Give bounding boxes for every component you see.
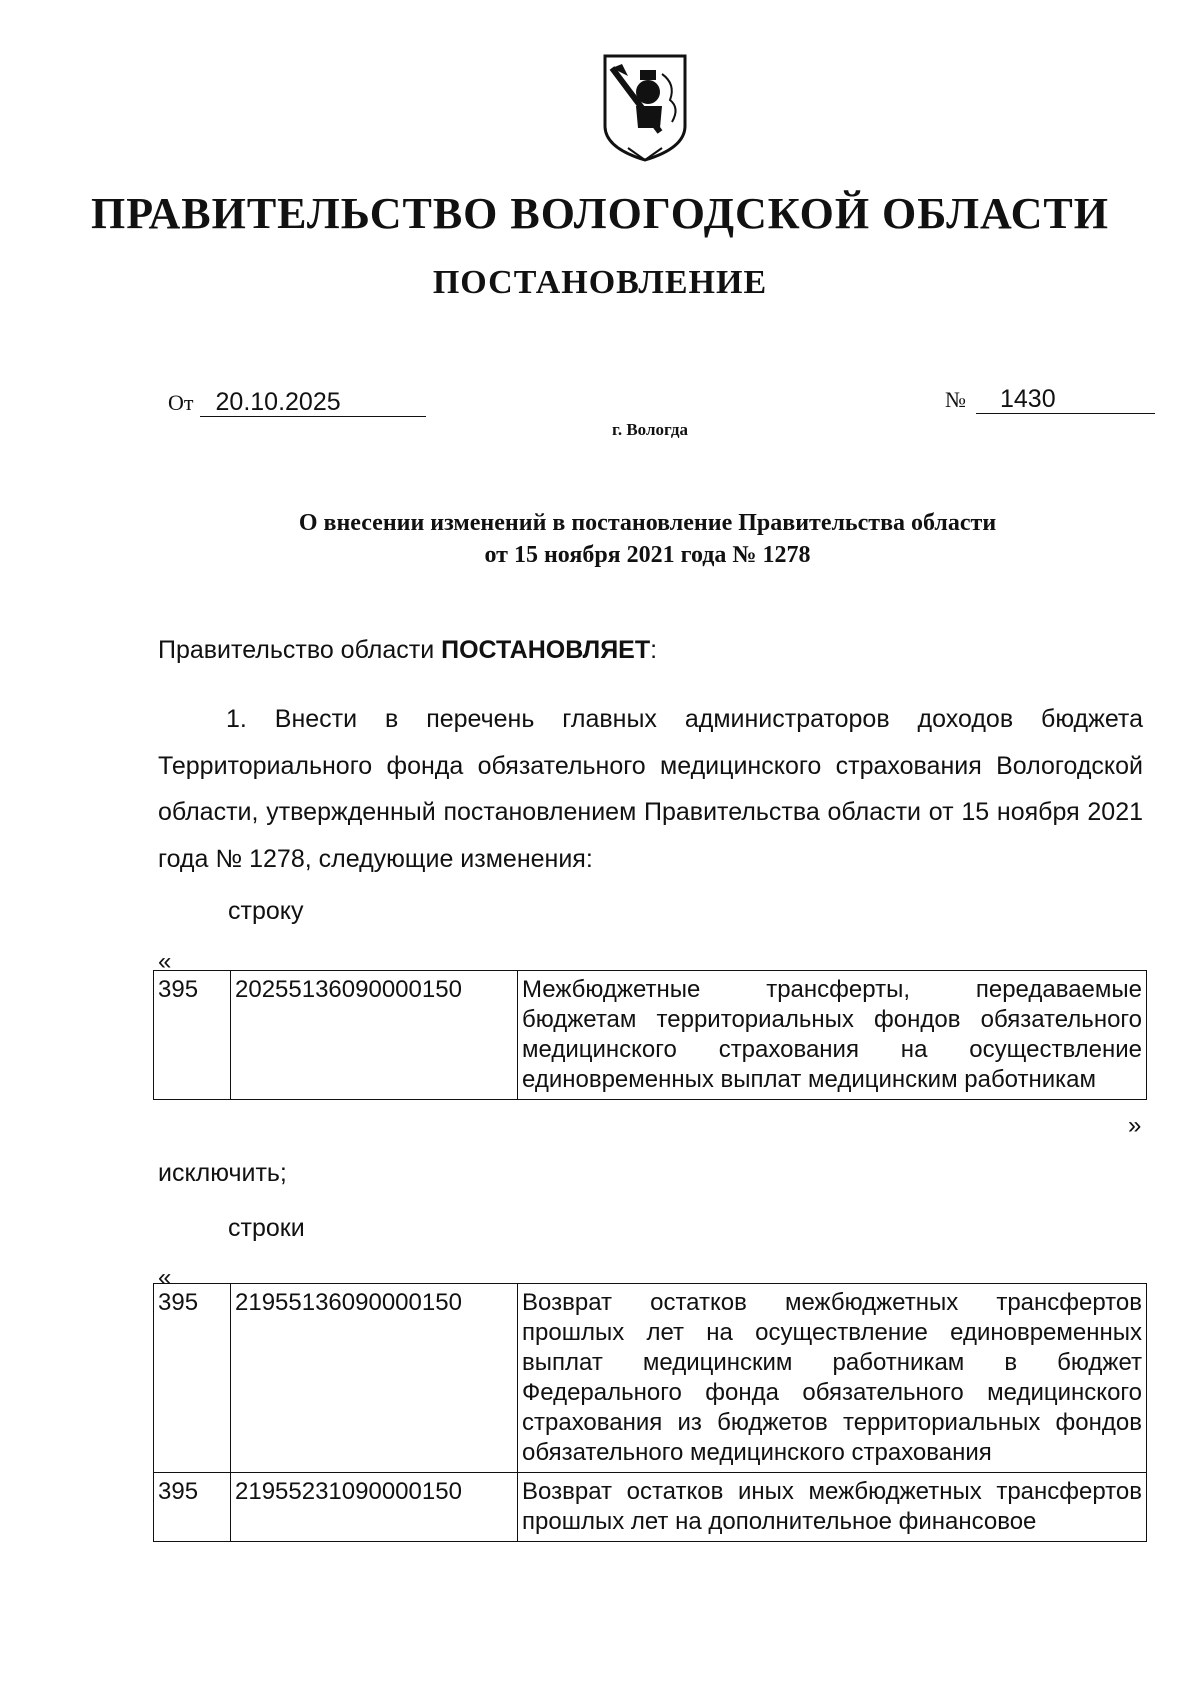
word-stroku: строку bbox=[228, 897, 304, 925]
word-exclude: исключить; bbox=[158, 1159, 287, 1187]
intro-prefix: Правительство области bbox=[158, 636, 442, 664]
revenue-name-cell: Межбюджетные трансферты, передаваемые бюджетам территориальных фондов обязательного медицинского страхования на осуществление единовременных выплат медицинским работникам bbox=[518, 971, 1147, 1100]
quote-close-1: » bbox=[1128, 1112, 1142, 1139]
paragraph-1: 1. Внести в перечень главных администраторов доходов бюджета Территориального фонда обязательного медицинского страхования Вологодской области, утвержденный постановлением Правительства области от 15 ноября 2021 года № 1278, следующие изменения: bbox=[158, 705, 1143, 873]
date-label: От bbox=[168, 390, 194, 415]
coat-of-arms-emblem bbox=[600, 48, 690, 168]
subject-line-1: О внесении изменений в постановление Правительства области bbox=[298, 510, 997, 536]
number-block bbox=[945, 385, 1155, 414]
word-stroki: строки bbox=[228, 1214, 305, 1242]
intro-suffix: : bbox=[650, 636, 658, 664]
document-type-title: ПОСТАНОВЛЕНИЕ bbox=[432, 264, 768, 301]
quote-open-2: « bbox=[158, 1264, 172, 1291]
number-label: № bbox=[945, 387, 966, 412]
city-label: г. Вологда bbox=[612, 420, 688, 439]
revenue-code-cell: 21955231090000150 bbox=[231, 1473, 518, 1542]
subject-line-2: от 15 ноября 2021 года № 1278 bbox=[484, 542, 811, 568]
date-block bbox=[168, 388, 426, 417]
document-date: 20.10.2025 bbox=[200, 388, 426, 417]
quote-open-1: « bbox=[158, 948, 172, 975]
table-row bbox=[154, 1284, 1147, 1473]
table-row bbox=[154, 1473, 1147, 1542]
intro-bold: ПОСТАНОВЛЯЕТ bbox=[441, 636, 651, 664]
table-rows-block bbox=[153, 1283, 1147, 1542]
government-title: ПРАВИТЕЛЬСТВО ВОЛОГОДСКОЙ ОБЛАСТИ bbox=[91, 189, 1109, 238]
admin-code-cell: 395 bbox=[154, 971, 231, 1100]
revenue-code-cell: 21955136090000150 bbox=[231, 1284, 518, 1473]
revenue-code-cell: 20255136090000150 bbox=[231, 971, 518, 1100]
revenue-name-cell: Возврат остатков иных межбюджетных трансфертов прошлых лет на дополнительное финансовое bbox=[518, 1473, 1147, 1542]
admin-code-cell: 395 bbox=[154, 1284, 231, 1473]
document-subject bbox=[150, 507, 1145, 571]
revenue-name-cell: Возврат остатков межбюджетных трансфертов прошлых лет на осуществление единовременных выплат медицинским работникам в бюджет Федерального фонда обязательного медицинского страхования из бюджетов территориальных фондов обязательного медицинского страхования bbox=[518, 1284, 1147, 1473]
admin-code-cell: 395 bbox=[154, 1473, 231, 1542]
table-removed-row bbox=[153, 970, 1147, 1100]
resolution-intro bbox=[158, 636, 657, 665]
table-row bbox=[154, 971, 1147, 1100]
document-number: 1430 bbox=[976, 385, 1155, 414]
